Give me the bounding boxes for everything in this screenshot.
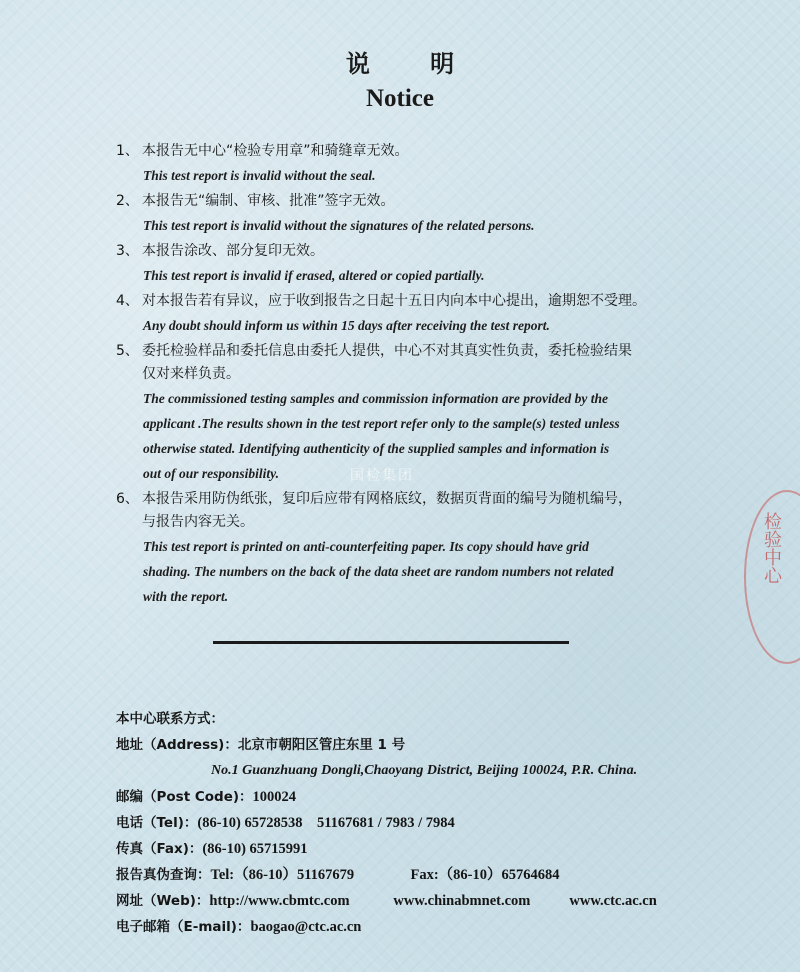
notice-cn-line: 本报告无“编制、审核、批准”签字无效。 — [142, 193, 395, 209]
notice-text-cn — [116, 340, 716, 363]
title-english: Notice — [365, 85, 435, 112]
notice-cn-line: 本报告无中心“检验专用章”和骑缝章无效。 — [142, 143, 409, 159]
contact-block — [116, 706, 716, 940]
fax-row — [116, 836, 716, 862]
watermark-logo: 国检集团 — [350, 468, 414, 484]
seal-stamp-text: 检验中心 — [761, 512, 782, 584]
notice-cn-line: 本报告涂改、部分复印无效。 — [142, 243, 324, 259]
postcode-label: 邮编（Post Code)： — [116, 789, 253, 805]
notice-text-cn — [116, 240, 716, 263]
notice-number: 5、 — [116, 343, 139, 359]
seal-stamp — [744, 490, 800, 664]
notice-text-en: with the report. — [143, 589, 229, 604]
email-label: 电子邮箱（E-mail)： — [116, 919, 251, 935]
notice-item — [116, 190, 716, 238]
notice-item — [116, 240, 716, 288]
notice-text-en: otherwise stated. Identifying authenticity of the supplied samples and information is — [143, 441, 610, 456]
divider-line — [213, 641, 569, 644]
notice-cn-line: 本报告采用防伪纸张，复印后应带有网格底纹，数据页背面的编号为随机编号， — [142, 491, 632, 507]
notice-text-en: out of our responsibility. — [143, 466, 280, 481]
notice-number: 3、 — [116, 243, 139, 259]
notice-text-cn — [116, 363, 716, 386]
web-row — [116, 888, 716, 914]
contact-heading: 本中心联系方式： — [116, 711, 224, 727]
notice-cn-line: 仅对来样负责。 — [142, 366, 240, 382]
notice-cn-line: 对本报告若有异议，应于收到报告之日起十五日内向本中心提出，逾期恕不受理。 — [142, 293, 646, 309]
notice-text-en: Any doubt should inform us within 15 days after receiving the test report. — [143, 318, 550, 333]
notice-text-en: shading. The numbers on the back of the data sheet are random numbers not related — [143, 564, 614, 579]
notice-text-en: This test report is invalid if erased, altered or copied partially. — [143, 268, 485, 283]
notice-number: 2、 — [116, 193, 139, 209]
tel-row — [116, 810, 716, 836]
notice-item — [116, 140, 716, 188]
notice-text-en: This test report is printed on anti-counterfeiting paper. Its copy should have grid — [143, 539, 589, 554]
tel-label: 电话（Tel)： — [116, 815, 198, 831]
verify-fax: Fax:（86-10）65764684 — [410, 867, 560, 883]
notice-number: 6、 — [116, 491, 139, 507]
notice-text-en: This test report is invalid without the signatures of the related persons. — [143, 218, 535, 233]
title-chinese: 说 明 — [345, 49, 481, 78]
web-link-2[interactable]: www.chinabmnet.com — [393, 893, 531, 909]
verify-tel: Tel:（86-10）51167679 — [210, 867, 355, 883]
notice-cn-line: 与报告内容无关。 — [142, 514, 254, 530]
notice-list — [116, 140, 716, 611]
notice-item — [116, 340, 716, 486]
notice-number: 4、 — [116, 293, 139, 309]
address-label: 地址（Address)： — [116, 737, 238, 753]
web-link-3[interactable]: www.ctc.ac.cn — [569, 893, 657, 909]
notice-text-cn — [116, 190, 716, 213]
notice-item — [116, 488, 716, 609]
fax-label: 传真（Fax)： — [116, 841, 203, 857]
postcode-value: 100024 — [252, 789, 297, 805]
notice-cn-line: 委托检验样品和委托信息由委托人提供，中心不对其真实性负责，委托检验结果 — [142, 343, 632, 359]
address-en: No.1 Guanzhuang Dongli,Chaoyang District, Beijing 100024, P.R. China. — [211, 763, 638, 778]
notice-number: 1、 — [116, 143, 139, 159]
postcode-row — [116, 784, 716, 810]
address-row — [116, 732, 716, 758]
notice-text-cn — [116, 511, 716, 534]
email-row — [116, 914, 716, 940]
notice-text-en: The commissioned testing samples and commission information are provided by the — [143, 391, 609, 406]
address-cn: 北京市朝阳区管庄东里 1 号 — [237, 737, 406, 753]
notice-text-cn — [116, 290, 716, 313]
notice-text-cn — [116, 140, 716, 163]
fax-value: (86-10) 65715991 — [202, 841, 308, 857]
verify-row — [116, 862, 716, 888]
verify-label: 报告真伪查询： — [116, 867, 211, 883]
notice-item — [116, 290, 716, 338]
notice-text-en: applicant .The results shown in the test report refer only to the sample(s) tested unless — [143, 416, 620, 431]
web-link-1[interactable]: http://www.cbmtc.com — [209, 893, 350, 909]
notice-text-cn — [116, 488, 716, 511]
web-label: 网址（Web)： — [116, 893, 210, 909]
email-link[interactable]: baogao@ctc.ac.cn — [250, 919, 362, 935]
tel-value: (86-10) 65728538 51167681 / 7983 / 7984 — [197, 815, 455, 831]
notice-text-en: This test report is invalid without the seal. — [143, 168, 376, 183]
